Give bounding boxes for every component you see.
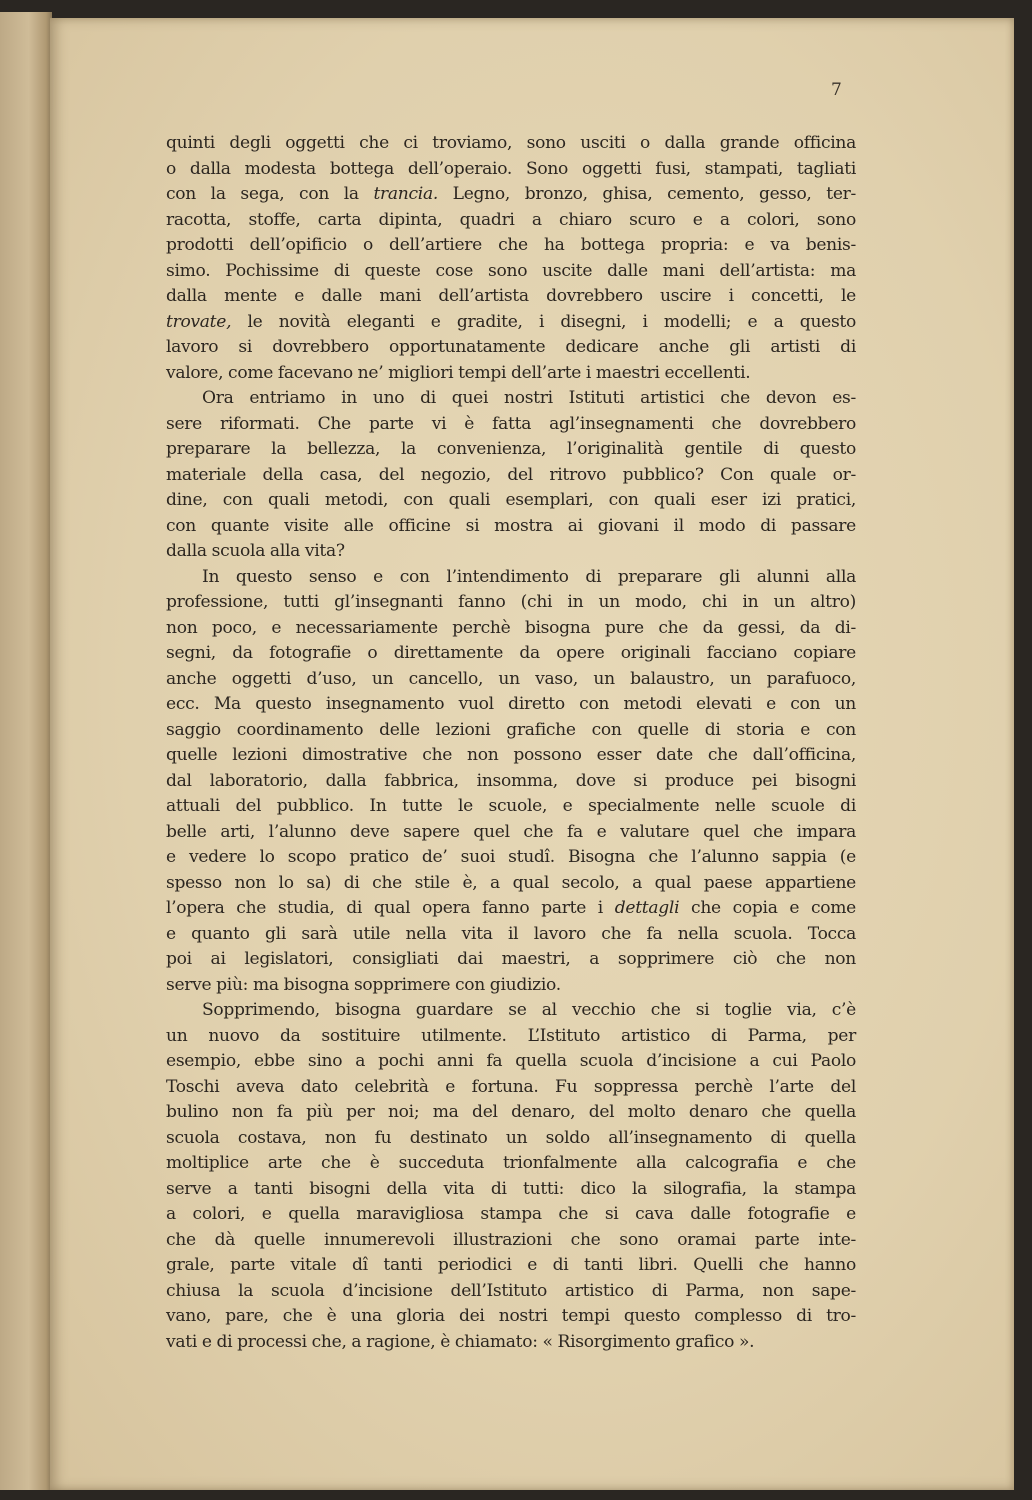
text-segment: saggio coordinamento delle lezioni grafiche con quelle di storia e con bbox=[166, 719, 856, 740]
text-segment: serve più: ma bisogna sopprimere con giudizio. bbox=[166, 974, 561, 995]
text-segment: dal laboratorio, dalla fabbrica, insomma, dove si produce pei bisogni bbox=[166, 770, 856, 791]
text-line bbox=[166, 386, 856, 412]
text-line bbox=[166, 1075, 856, 1101]
text-line bbox=[166, 845, 856, 871]
text-segment: e quanto gli sarà utile nella vita il lavoro che fa nella scuola. Tocca bbox=[166, 923, 856, 944]
text-segment: anche oggetti d’uso, un cancello, un vaso, un balaustro, un parafuoco, bbox=[166, 668, 856, 689]
text-line bbox=[166, 463, 856, 489]
text-segment: dalla mente e dalle mani dell’artista dovrebbero uscire i concetti, le bbox=[166, 286, 856, 306]
text-segment: un nuovo da sostituire utilmente. L’Istituto artistico di Parma, per bbox=[166, 1025, 856, 1046]
page-number: 7 bbox=[831, 80, 842, 100]
text-line bbox=[166, 208, 856, 234]
text-segment: l’opera che studia, di qual opera fanno parte i bbox=[166, 898, 615, 918]
text-segment: valore, come facevano ne’ migliori tempi dell’arte i maestri eccellenti. bbox=[166, 362, 751, 383]
text-line bbox=[166, 922, 856, 948]
text-segment: a colori, e quella maravigliosa stampa che si cava dalle fotografie e bbox=[166, 1204, 856, 1224]
text-segment: chiusa la scuola d’incisione dell’Istituto artistico di Parma, non sape- bbox=[166, 1280, 856, 1301]
text-segment: attuali del pubblico. In tutte le scuole, e specialmente nelle scuole di bbox=[166, 796, 856, 816]
text-segment: non poco, e necessariamente perchè bisogna pure che da gessi, da di- bbox=[166, 617, 856, 638]
text-segment: racotta, stoffe, carta dipinta, quadri a chiaro scuro e a colori, sono bbox=[166, 209, 856, 230]
text-line bbox=[166, 1049, 856, 1075]
facing-page-edge bbox=[0, 12, 52, 1490]
text-segment: esempio, ebbe sino a pochi anni fa quella scuola d’incisione a cui Paolo bbox=[166, 1051, 856, 1071]
text-segment: con quante visite alle officine si mostra ai giovani il modo di passare bbox=[166, 515, 856, 536]
text-line bbox=[166, 641, 856, 667]
text-line bbox=[166, 1126, 856, 1152]
text-line bbox=[166, 692, 856, 718]
text-line bbox=[166, 514, 856, 540]
text-segment: e vedere lo scopo pratico de’ suoi studî. Bisogna che l’alunno sappia (e bbox=[166, 847, 856, 867]
text-line bbox=[166, 1279, 856, 1305]
text-segment: prodotti dell’opificio o dell’artiere che ha bottega propria: e va benis- bbox=[166, 235, 856, 255]
text-line bbox=[166, 947, 856, 973]
text-segment: sere riformati. Che parte vi è fatta agl’insegnamenti che dovrebbero bbox=[166, 413, 856, 434]
text-line bbox=[166, 284, 856, 310]
text-segment: quelle lezioni dimostrative che non possono esser date che dall’officina, bbox=[166, 745, 856, 765]
text-segment: serve a tanti bisogni della vita di tutti: dico la silografia, la stampa bbox=[166, 1178, 856, 1199]
text-line bbox=[166, 1228, 856, 1254]
text-line bbox=[166, 539, 856, 565]
text-segment: Legno, bronzo, ghisa, cemento, gesso, ter- bbox=[437, 184, 856, 204]
text-segment: belle arti, l’alunno deve sapere quel che fa e valutare quel che impara bbox=[166, 821, 856, 842]
text-line bbox=[166, 1177, 856, 1203]
text-segment: segni, da fotografie o direttamente da opere originali facciano copiare bbox=[166, 643, 856, 663]
italic-term: trovate, bbox=[166, 311, 232, 332]
text-segment: poi ai legislatori, consigliati dai maestri, a sopprimere ciò che non bbox=[166, 949, 856, 969]
text-segment: In questo senso e con l’intendimento di preparare gli alunni alla bbox=[202, 566, 856, 587]
text-segment: moltiplice arte che è succeduta trionfalmente alla calcografia e che bbox=[166, 1153, 856, 1173]
text-segment: vano, pare, che è una gloria dei nostri tempi questo complesso di tro- bbox=[166, 1306, 856, 1326]
text-line bbox=[166, 335, 856, 361]
text-segment: grale, parte vitale dî tanti periodici e di tanti libri. Quelli che hanno bbox=[166, 1255, 856, 1275]
text-line bbox=[166, 565, 856, 591]
text-segment: Sopprimendo, bisogna guardare se al vecchio che si toglie via, c’è bbox=[202, 1000, 856, 1020]
text-line bbox=[166, 131, 856, 157]
text-segment: con la sega, con la bbox=[166, 184, 374, 204]
text-segment: quinti degli oggetti che ci troviamo, sono usciti o dalla grande officina bbox=[166, 133, 856, 153]
text-line bbox=[166, 820, 856, 846]
text-line bbox=[166, 973, 856, 999]
text-line bbox=[166, 1330, 856, 1356]
text-line bbox=[166, 437, 856, 463]
text-line bbox=[166, 1202, 856, 1228]
text-line bbox=[166, 667, 856, 693]
text-segment: spesso non lo sa) di che stile è, a qual secolo, a qual paese appartiene bbox=[166, 872, 856, 893]
text-segment: preparare la bellezza, la convenienza, l’originalità gentile di questo bbox=[166, 439, 856, 459]
text-segment: bulino non fa più per noi; ma del denaro, del molto denaro che quella bbox=[166, 1102, 856, 1122]
text-line bbox=[166, 233, 856, 259]
text-line bbox=[166, 1304, 856, 1330]
text-segment: che copia e come bbox=[679, 898, 857, 918]
text-segment: professione, tutti gl’insegnanti fanno (chi in un modo, chi in un altro) bbox=[166, 592, 856, 612]
text-segment: o dalla modesta bottega dell’operaio. Sono oggetti fusi, stampati, tagliati bbox=[166, 158, 856, 179]
text-line bbox=[166, 743, 856, 769]
text-line bbox=[166, 794, 856, 820]
text-segment: scuola costava, non fu destinato un soldo all’insegnamento di quella bbox=[166, 1127, 856, 1148]
text-line bbox=[166, 896, 856, 922]
text-segment: ecc. Ma questo insegnamento vuol diretto con metodi elevati e con un bbox=[166, 694, 856, 714]
text-line bbox=[166, 718, 856, 744]
text-line bbox=[166, 259, 856, 285]
italic-term: trancia. bbox=[373, 184, 438, 204]
text-segment: materiale della casa, del negozio, del ritrovo pubblico? Con quale or- bbox=[166, 464, 856, 485]
text-segment: dine, con quali metodi, con quali esemplari, con quali eser izi pratici, bbox=[166, 490, 856, 510]
text-line bbox=[166, 412, 856, 438]
text-line bbox=[166, 590, 856, 616]
text-line bbox=[166, 182, 856, 208]
text-line bbox=[166, 1151, 856, 1177]
text-line bbox=[166, 1024, 856, 1050]
text-line bbox=[166, 871, 856, 897]
text-segment: le novità eleganti e gradite, i disegni, i modelli; e a questo bbox=[231, 311, 856, 332]
text-segment: che dà quelle innumerevoli illustrazioni che sono oramai parte inte- bbox=[166, 1229, 856, 1250]
body-text bbox=[166, 131, 856, 1355]
text-line bbox=[166, 769, 856, 795]
text-line bbox=[166, 1253, 856, 1279]
text-line bbox=[166, 998, 856, 1024]
text-segment: dalla scuola alla vita? bbox=[166, 541, 345, 561]
text-line bbox=[166, 488, 856, 514]
italic-term: dettagli bbox=[614, 898, 680, 918]
text-line bbox=[166, 616, 856, 642]
text-segment: Toschi aveva dato celebrità e fortuna. Fu soppressa perchè l’arte del bbox=[166, 1076, 856, 1097]
text-line bbox=[166, 1100, 856, 1126]
text-line bbox=[166, 361, 856, 387]
text-line bbox=[166, 157, 856, 183]
text-segment: Ora entriamo in uno di quei nostri Istituti artistici che devon es- bbox=[202, 388, 856, 408]
text-segment: simo. Pochissime di queste cose sono uscite dalle mani dell’artista: ma bbox=[166, 260, 856, 281]
text-segment: lavoro si dovrebbero opportunatamente dedicare anche gli artisti di bbox=[166, 337, 856, 357]
text-line bbox=[166, 310, 856, 336]
text-segment: vati e di processi che, a ragione, è chiamato: « Risorgimento grafico ». bbox=[166, 1331, 755, 1352]
book-page bbox=[50, 18, 1014, 1490]
